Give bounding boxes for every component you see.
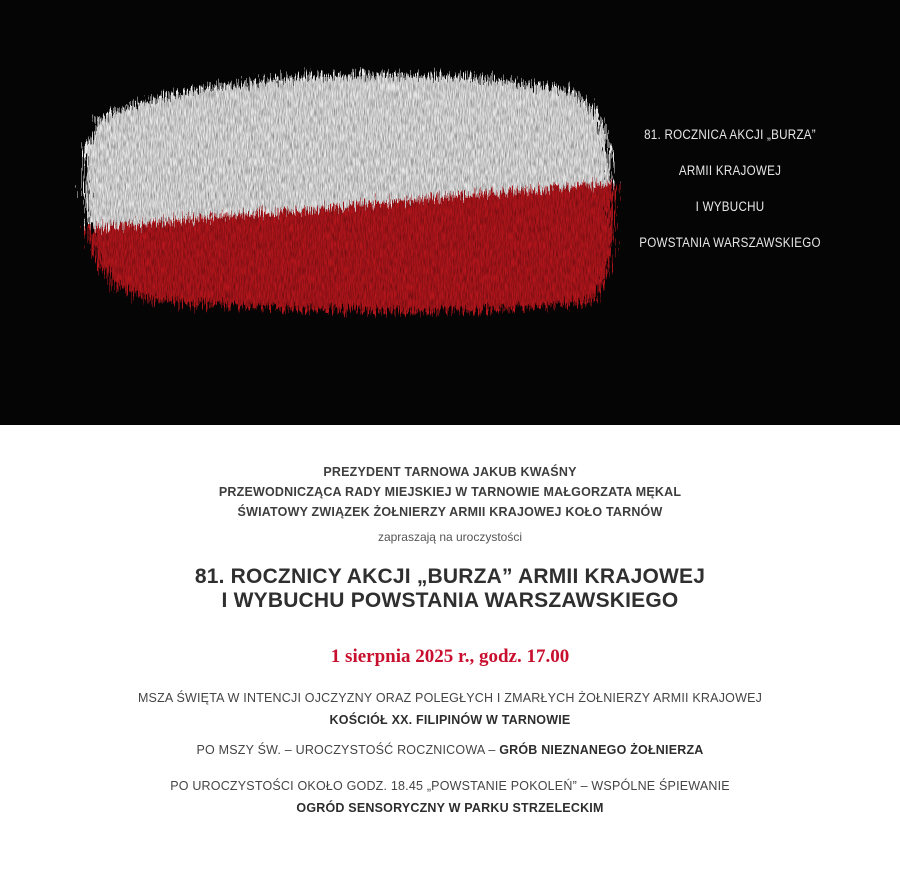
program-singing <box>0 775 900 819</box>
event-title <box>0 565 900 613</box>
organizer-line: ŚWIATOWY ZWIĄZEK ŻOŁNIERZY ARMII KRAJOWEJ KOŁO TARNÓW <box>237 505 663 519</box>
event-title-line: I WYBUCHU POWSTANIA WARSZAWSKIEGO <box>221 589 679 612</box>
after-mass-location: GRÓB NIEZNANEGO ŻOŁNIERZA <box>499 743 704 757</box>
event-title-line: 81. ROCZNICY AKCJI „BURZA” ARMII KRAJOWEJ <box>194 565 706 588</box>
after-mass-description: PO MSZY ŚW. – UROCZYSTOŚĆ ROCZNICOWA – <box>196 743 500 757</box>
hero-title-line: POWSTANIA WARSZAWSKIEGO <box>639 235 821 250</box>
singing-description: PO UROCZYSTOŚCI OKOŁO GODZ. 18.45 „POWSTANIE POKOLEŃ” – WSPÓLNE ŚPIEWANIE <box>170 779 730 793</box>
organizer-line: PREZYDENT TARNOWA JAKUB KWAŚNY <box>323 465 577 479</box>
hero-title-line: 81. ROCZNICA AKCJI „BURZA” <box>644 127 816 142</box>
invitation-section <box>0 425 900 883</box>
hero-title-line: ARMII KRAJOWEJ <box>678 163 782 178</box>
program-mass <box>0 687 900 731</box>
hero-title-line: I WYBUCHU <box>695 199 765 214</box>
hero-banner <box>0 0 900 425</box>
singing-location: OGRÓD SENSORYCZNY W PARKU STRZELECKIM <box>296 801 604 815</box>
event-date: 1 sierpnia 2025 r., godz. 17.00 <box>330 646 570 667</box>
program-after-mass <box>0 739 900 761</box>
mass-description: MSZA ŚWIĘTA W INTENCJI OJCZYZNY ORAZ POLEGŁYCH I ZMARŁYCH ŻOŁNIERZY ARMII KRAJOWEJ <box>137 691 763 705</box>
mass-location: KOŚCIÓŁ XX. FILIPINÓW W TARNOWIE <box>329 713 571 727</box>
organizer-line: PRZEWODNICZĄCA RADY MIEJSKIEJ W TARNOWIE MAŁGORZATA MĘKAL <box>218 485 682 499</box>
invite-text: zapraszają na uroczystości <box>377 530 523 544</box>
hero-title <box>634 124 827 268</box>
organizers-list <box>0 462 900 522</box>
